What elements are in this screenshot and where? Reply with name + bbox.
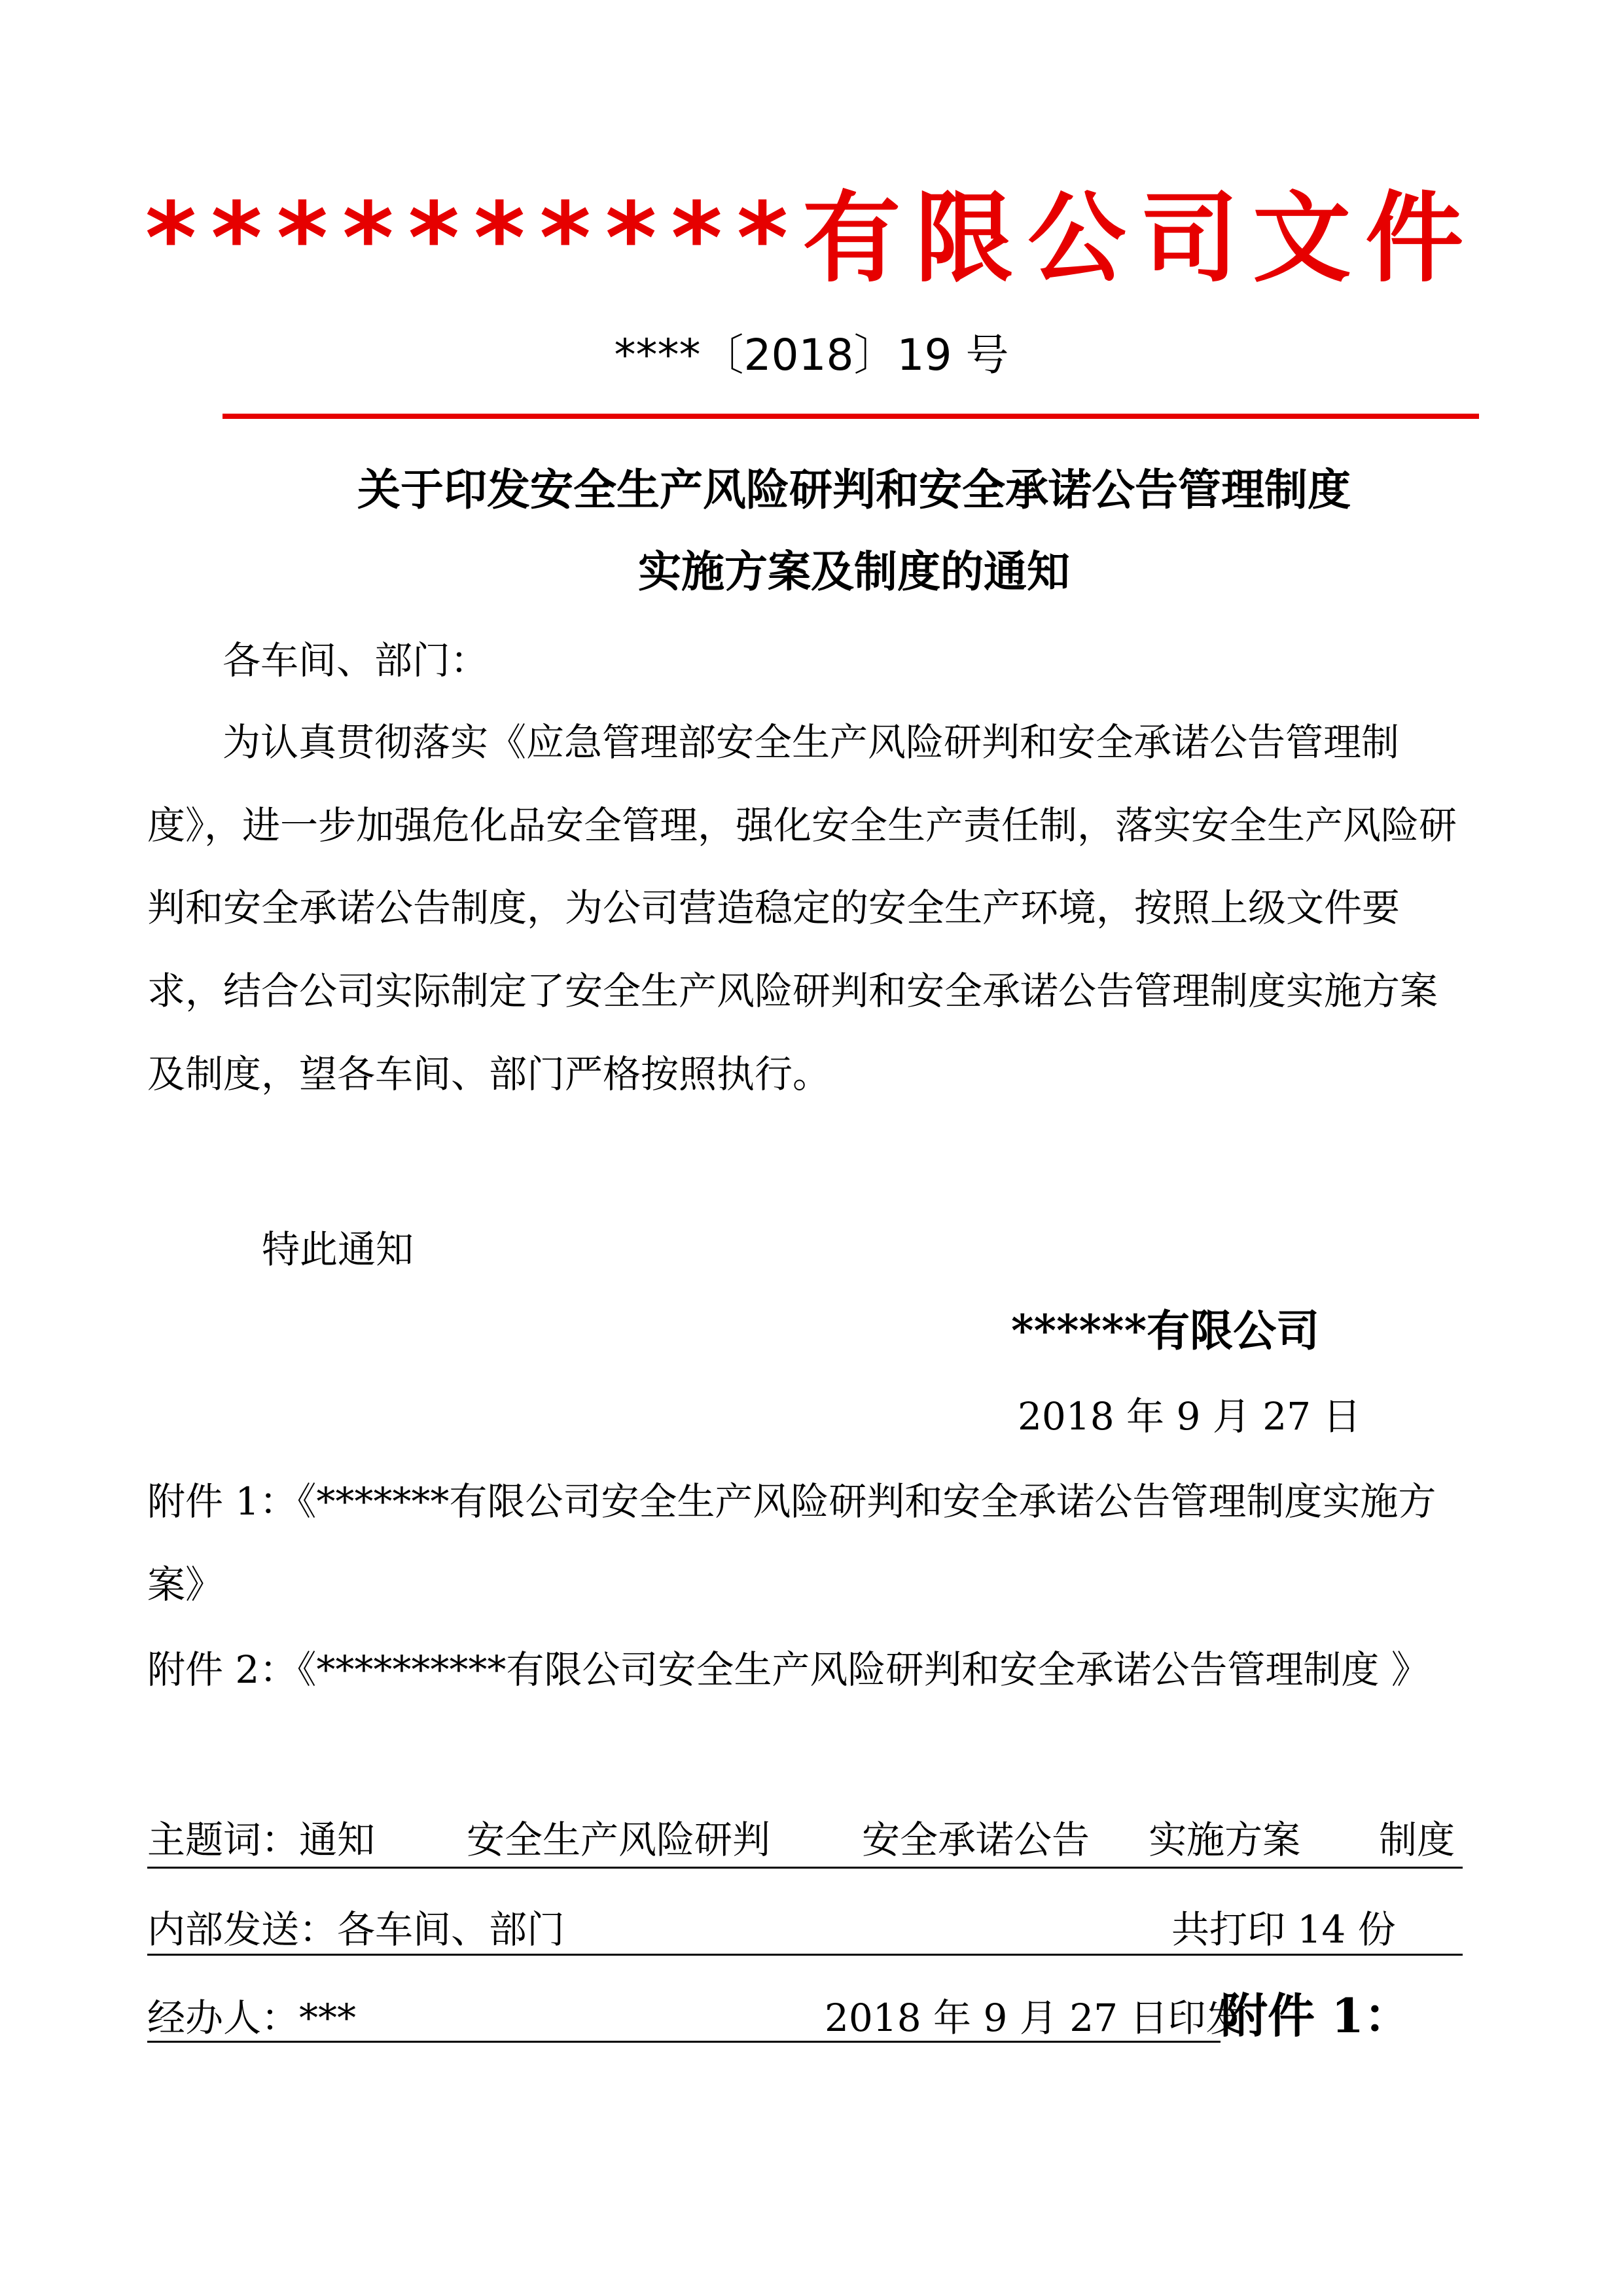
paragraph-line: 求，结合公司实际制定了安全生产风险研判和安全承诺公告管理制度实施方案 bbox=[147, 969, 1438, 1013]
header-red-rule bbox=[223, 414, 1479, 419]
subject-line-2: 实施方案及制度的通知 bbox=[638, 546, 1070, 597]
paragraph-line: 判和安全承诺公告制度，为公司营造稳定的安全生产环境，按照上级文件要 bbox=[147, 886, 1400, 930]
footer-rule bbox=[147, 1954, 1463, 1956]
handler-row bbox=[147, 1988, 1463, 2043]
attachment-2: 附件 2：《**********有限公司安全生产风险研判和安全承诺公告管理制度 》 bbox=[147, 1647, 1429, 1692]
footer-rule bbox=[147, 1867, 1463, 1869]
signature-company: ******有限公司 bbox=[1011, 1305, 1320, 1356]
subject-line-1: 关于印发安全生产风险研判和安全承诺公告管理制度 bbox=[357, 464, 1351, 515]
distribution: 内部发送：各车间、部门 bbox=[147, 1907, 565, 1952]
keyword: 安全承诺公告 bbox=[862, 1818, 1090, 1862]
distribution-row bbox=[147, 1907, 1463, 1952]
keyword: 实施方案 bbox=[1149, 1818, 1301, 1862]
footer-rule bbox=[147, 2041, 1221, 2043]
issue-date: 2018 年 9 月 27 日印发 bbox=[825, 1996, 1244, 2040]
signature-date: 2018 年 9 月 27 日 bbox=[1018, 1394, 1361, 1439]
paragraph-line: 度》，进一步加强危化品安全管理，强化安全生产责任制，落实安全生产风险研 bbox=[147, 803, 1457, 848]
paragraph-line: 为认真贯彻落实《应急管理部安全生产风险研判和安全承诺公告管理制 bbox=[223, 720, 1400, 764]
copies-count: 共打印 14 份 bbox=[1171, 1907, 1396, 1952]
keywords-row bbox=[147, 1818, 1463, 1862]
attachment-1-line-2: 案》 bbox=[147, 1562, 224, 1607]
document-number: ****〔2018〕19 号 bbox=[614, 330, 1009, 380]
handler: 经办人：*** bbox=[147, 1996, 357, 2040]
closing-remark: 特此通知 bbox=[262, 1227, 414, 1272]
keyword: 通知 bbox=[299, 1818, 376, 1862]
salutation: 各车间、部门： bbox=[223, 638, 489, 683]
keyword: 安全生产风险研判 bbox=[467, 1818, 771, 1862]
paragraph-line: 及制度，望各车间、部门严格按照执行。 bbox=[147, 1052, 831, 1096]
attachment-1-line-1: 附件 1：《*******有限公司安全生产风险研判和安全承诺公告管理制度实施方 bbox=[147, 1479, 1436, 1524]
trailing-attachment-label: 附件 1： bbox=[1221, 1988, 1412, 2043]
keyword: 制度 bbox=[1379, 1818, 1455, 1862]
keywords-label: 主题词： bbox=[147, 1818, 300, 1862]
document-header-title: **********有限公司文件 bbox=[145, 182, 1478, 296]
